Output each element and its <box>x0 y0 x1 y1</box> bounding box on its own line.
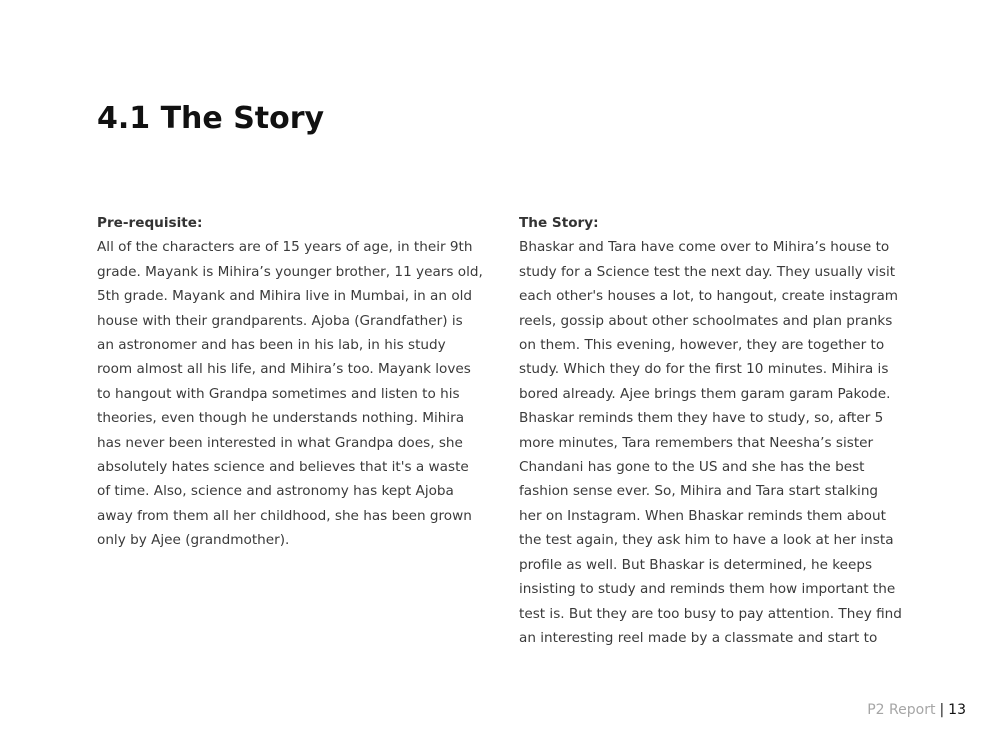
prerequisite-line: away from them all her childhood, she has been grown <box>97 507 472 524</box>
prerequisite-line: room almost all his life, and Mihira’s too. Mayank loves <box>97 361 471 378</box>
footer-separator: | <box>939 702 945 718</box>
story-line: each other's houses a lot, to hangout, create instagram <box>519 288 899 305</box>
story-line: study. Which they do for the first 10 minutes. Mihira is <box>519 361 889 378</box>
prerequisite-line: only by Ajee (grandmother). <box>97 532 290 549</box>
page-footer <box>867 700 966 720</box>
story-line: Bhaskar and Tara have come over to Mihira’s house to <box>519 239 890 256</box>
prerequisite-line: theories, even though he understands nothing. Mihira <box>97 410 465 427</box>
story-line: fashion sense ever. So, Mihira and Tara start stalking <box>519 483 879 500</box>
story-line: more minutes, Tara remembers that Neesha’s sister <box>519 434 874 451</box>
prerequisite-line: to hangout with Grandpa sometimes and listen to his <box>97 385 460 402</box>
story-line: profile as well. But Bhaskar is determined, he keeps <box>519 556 873 573</box>
story-line: on them. This evening, however, they are together to <box>519 337 885 354</box>
story-line: her on Instagram. When Bhaskar reminds them about <box>519 507 886 524</box>
story-line: Chandani has gone to the US and she has the best <box>519 459 865 476</box>
prerequisite-line: has never been interested in what Grandpa does, she <box>97 434 463 451</box>
story-line: study for a Science test the next day. They usually visit <box>519 263 896 280</box>
story-line: test is. But they are too busy to pay attention. They find <box>519 605 902 622</box>
story-line: Bhaskar reminds them they have to study, so, after 5 <box>519 410 884 427</box>
prerequisite-line: 5th grade. Mayank and Mihira live in Mumbai, in an old <box>97 288 473 305</box>
prerequisite-line: house with their grandparents. Ajoba (Grandfather) is <box>97 312 463 329</box>
prerequisite-column <box>97 211 487 553</box>
story-line: the test again, they ask him to have a look at her insta <box>519 532 894 549</box>
prerequisite-line: absolutely hates science and believes that it's a waste <box>97 459 469 476</box>
story-column <box>519 211 909 650</box>
story-title: The Story: <box>519 215 599 231</box>
prerequisite-line: an astronomer and has been in his lab, in his study <box>97 337 446 354</box>
prerequisite-line: of time. Also, science and astronomy has kept Ajoba <box>97 483 454 500</box>
story-line: reels, gossip about other schoolmates and plan pranks <box>519 312 893 329</box>
prerequisite-line: All of the characters are of 15 years of age, in their 9th <box>97 239 473 256</box>
story-line: bored already. Ajee brings them garam garam Pakode. <box>519 385 891 402</box>
report-label: P2 Report <box>867 702 936 718</box>
prerequisite-title: Pre-requisite: <box>97 215 203 231</box>
page-number: 13 <box>948 702 966 718</box>
story-line: insisting to study and reminds them how important the <box>519 581 896 598</box>
page-heading: 4.1 The Story <box>97 101 325 136</box>
prerequisite-line: grade. Mayank is Mihira’s younger brother, 11 years old, <box>97 263 483 280</box>
story-line: an interesting reel made by a classmate and start to <box>519 629 878 646</box>
